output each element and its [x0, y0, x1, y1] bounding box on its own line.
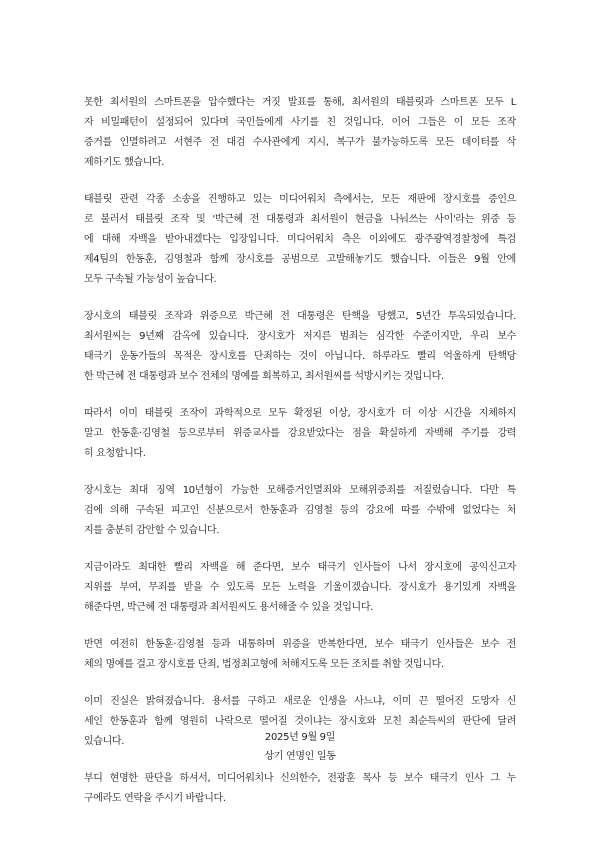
paragraph-line: 최서원씨는 9년째 감옥에 있습니다. 장시호가 저지른 범죄는 심각한 수준이지만, 우리 보수: [84, 331, 516, 342]
paragraph-line: 에 대해 자백을 받아내겠다는 입장입니다. 미디어워치 측은 이외에도 광주광역경찰청에 특검: [84, 234, 516, 245]
paragraph-line: 세인 한동훈과 함께 영원히 나락으로 떨어질 것이냐는 장시호와 모친 최순득씨의 판단에 달려: [84, 716, 516, 727]
paragraph-line: 태극기 운동가들의 목적은 장시호를 단죄하는 것이 아닙니다. 하루라도 빨리 억울하게 탄핵당: [84, 351, 516, 362]
signature-date: 2025년 9월 9일: [264, 732, 336, 743]
document-body: [84, 93, 516, 826]
paragraph-line: 지위를 부여, 무죄를 받을 수 있도록 모든 노력을 기울이겠습니다. 장시호가 용기있게 자백을: [84, 582, 516, 593]
paragraph-line: 부디 현명한 판단을 하셔서, 미디어워치나 신의한수, 전광훈 목사 등 보수 태극기 인사 그 누: [84, 773, 516, 784]
paragraph-line: 지금이라도 최대한 빨리 자백을 해 준다면, 보수 태극기 인사들이 나서 장시호에 공익신고자: [84, 562, 516, 573]
paragraph-line: 구에라도 연락을 주시기 바랍니다.: [84, 793, 226, 804]
paragraph-line: 못한 최서원의 스마트폰을 압수했다는 거짓 발표를 통해, 최서원의 태블릿과 스마트폰 모두 L: [84, 97, 516, 108]
paragraph-line: 장시호의 태블릿 조작과 위증으로 박근혜 전 대통령은 탄핵을 당했고, 5년간 투옥되었습니다.: [84, 311, 516, 322]
paragraph-9: [84, 769, 516, 809]
paragraph-line: 지를 충분히 감안할 수 있습니다.: [84, 525, 220, 536]
paragraph-line: 제4팀의 한동훈, 김영철과 함께 장시호를 공범으로 고발해놓기도 했습니다. 이들은 9월 안에: [84, 254, 516, 265]
paragraph-line: 모두 구속될 가능성이 높습니다.: [84, 274, 217, 285]
signature-block: [0, 728, 600, 766]
paragraph-line: 한 박근혜 전 대통령과 보수 전체의 명예를 회복하고, 최서원씨를 석방시키는 것입니다.: [84, 371, 444, 382]
paragraph-line: 말고 한동훈·김영철 등으로부터 위증교사를 강요받았다는 점을 확실하게 자백해 주기를 강력: [84, 428, 516, 439]
paragraph-1: [84, 93, 516, 173]
paragraph-line: 증거를 인멸하려고 서현주 전 대검 수사관에게 지시, 복구가 불가능하도록 모든 데이터를 삭: [84, 137, 516, 148]
paragraph-line: 따라서 이미 태블릿 조작이 과학적으로 모두 확정된 이상, 장시호가 더 이상 시간을 지체하지: [84, 408, 516, 419]
paragraph-line: 검에 의해 구속된 피고인 신분으로서 한동훈과 김영철 등의 강요에 따를 수밖에 없었다는 처: [84, 505, 516, 516]
paragraph-4: [84, 404, 516, 464]
paragraph-line: 이미 진실은 밝혀졌습니다. 용서를 구하고 새로운 인생을 사느냐, 이미 끈 떨어진 도망자 신: [84, 696, 516, 707]
paragraph-3: [84, 307, 516, 387]
paragraph-line: 자 비밀패턴이 설정되어 있다며 국민들에게 사기를 친 것입니다. 이어 그들은 이 모든 조작: [84, 117, 516, 128]
paragraph-line: 있습니다.: [84, 736, 125, 747]
paragraph-line: 태블릿 관련 각종 소송을 진행하고 있는 미디어워치 측에서는, 모든 재판에 장시호를 증인으: [84, 194, 516, 205]
paragraph-line: 로 불러서 태블릿 조작 및 '박근혜 전 대통령과 최서원이 현금을 나눠쓰는 사이'라는 위증 등: [84, 214, 516, 225]
paragraph-line: 제하기도 했습니다.: [84, 157, 165, 168]
paragraph-line: 반면 여전히 한동훈·김영철 등과 내통하며 위증을 반복한다면, 보수 태극기 인사들은 보수 전: [84, 639, 516, 650]
paragraph-line: 체의 명예를 걸고 장시호를 단죄, 법정최고형에 처해지도록 모든 조치를 취할 것입니다.: [84, 659, 444, 670]
signature-signer: 상기 연명인 일동: [264, 751, 336, 762]
paragraph-6: [84, 558, 516, 618]
paragraph-line: 해준다면, 박근혜 전 대통령과 최서원씨도 용서해줄 수 있을 것입니다.: [84, 602, 373, 613]
paragraph-line: 장시호는 최대 징역 10년형이 가능한 모해증거인멸죄와 모해위증죄를 저질렀습니다. 다만 특: [84, 485, 516, 496]
paragraph-line: 히 요청합니다.: [84, 448, 146, 459]
paragraph-5: [84, 481, 516, 541]
paragraph-2: [84, 190, 516, 290]
paragraph-7: [84, 635, 516, 675]
